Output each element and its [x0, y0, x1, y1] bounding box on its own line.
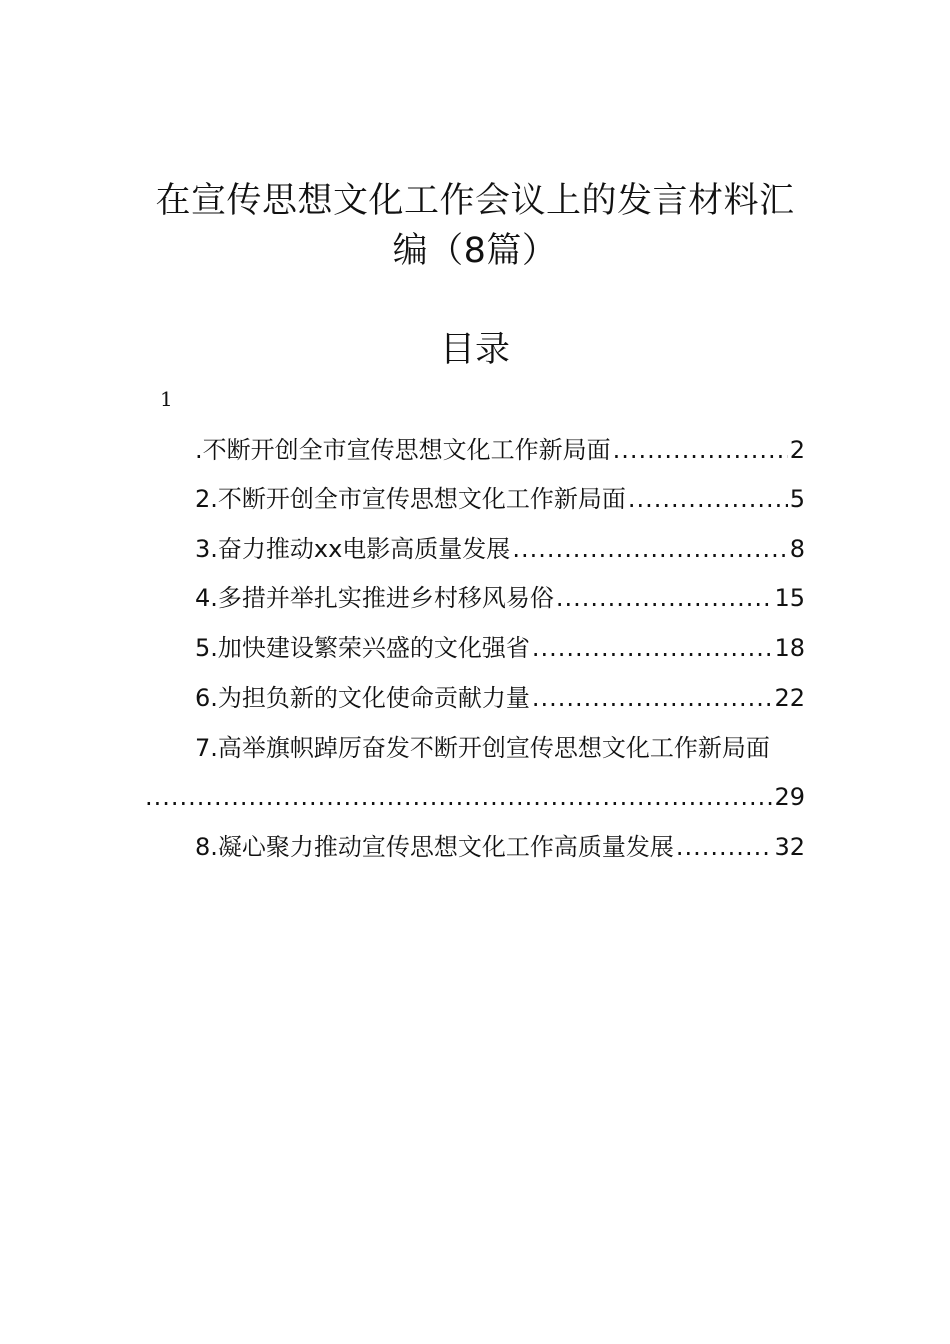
toc-dot-leader	[676, 829, 773, 865]
toc-entry-7-continuation[interactable]	[145, 779, 805, 815]
toc-entry-3[interactable]	[195, 531, 805, 567]
toc-entry-label: 7.高举旗帜踔厉奋发不断开创宣传思想文化工作新局面	[195, 734, 770, 762]
toc-dot-leader	[512, 531, 787, 567]
toc-entry-page: 18	[774, 634, 805, 662]
toc-dot-leader	[532, 680, 773, 716]
toc-entry-6[interactable]	[195, 680, 805, 716]
toc-dot-leader	[613, 432, 788, 468]
toc-entry-page: 22	[774, 684, 805, 712]
toc-dot-leader	[628, 481, 788, 517]
toc-entry-label: 5.加快建设繁荣兴盛的文化强省	[195, 634, 530, 662]
page-marker: 1	[160, 387, 173, 411]
document-title-line-1: 在宣传思想文化工作会议上的发言材料汇	[155, 181, 795, 221]
toc-dot-leader	[532, 630, 773, 666]
toc-entry-5[interactable]	[195, 630, 805, 666]
toc-entry-2[interactable]	[195, 481, 805, 517]
toc-entry-7[interactable]	[195, 730, 810, 766]
toc-entry-page: 5	[789, 485, 805, 513]
toc-entry-page: 2	[789, 436, 805, 464]
toc-entry-4[interactable]	[195, 580, 805, 616]
toc-heading: 目录	[439, 330, 510, 370]
toc-entry-label: 3.奋力推动xx电影高质量发展	[195, 535, 511, 563]
toc-dot-leader	[145, 779, 772, 815]
toc-entry-page: 32	[774, 833, 805, 861]
toc-entry-8[interactable]	[195, 829, 805, 865]
toc-dot-leader	[556, 580, 773, 616]
toc-entry-label: .不断开创全市宣传思想文化工作新局面	[195, 436, 611, 464]
toc-entry-label: 6.为担负新的文化使命贡献力量	[195, 684, 530, 712]
toc-entry-label: 8.凝心聚力推动宣传思想文化工作高质量发展	[195, 833, 674, 861]
toc-entry-label: 4.多措并举扎实推进乡村移风易俗	[195, 584, 554, 612]
toc-entry-label: 2.不断开创全市宣传思想文化工作新局面	[195, 485, 626, 513]
document-title-line-2: 编（8篇）	[392, 231, 558, 271]
toc-entry-page: 29	[774, 783, 805, 811]
toc-entry-page: 15	[774, 584, 805, 612]
toc-entry-page: 8	[789, 535, 805, 563]
toc-entry-1[interactable]	[195, 432, 805, 468]
